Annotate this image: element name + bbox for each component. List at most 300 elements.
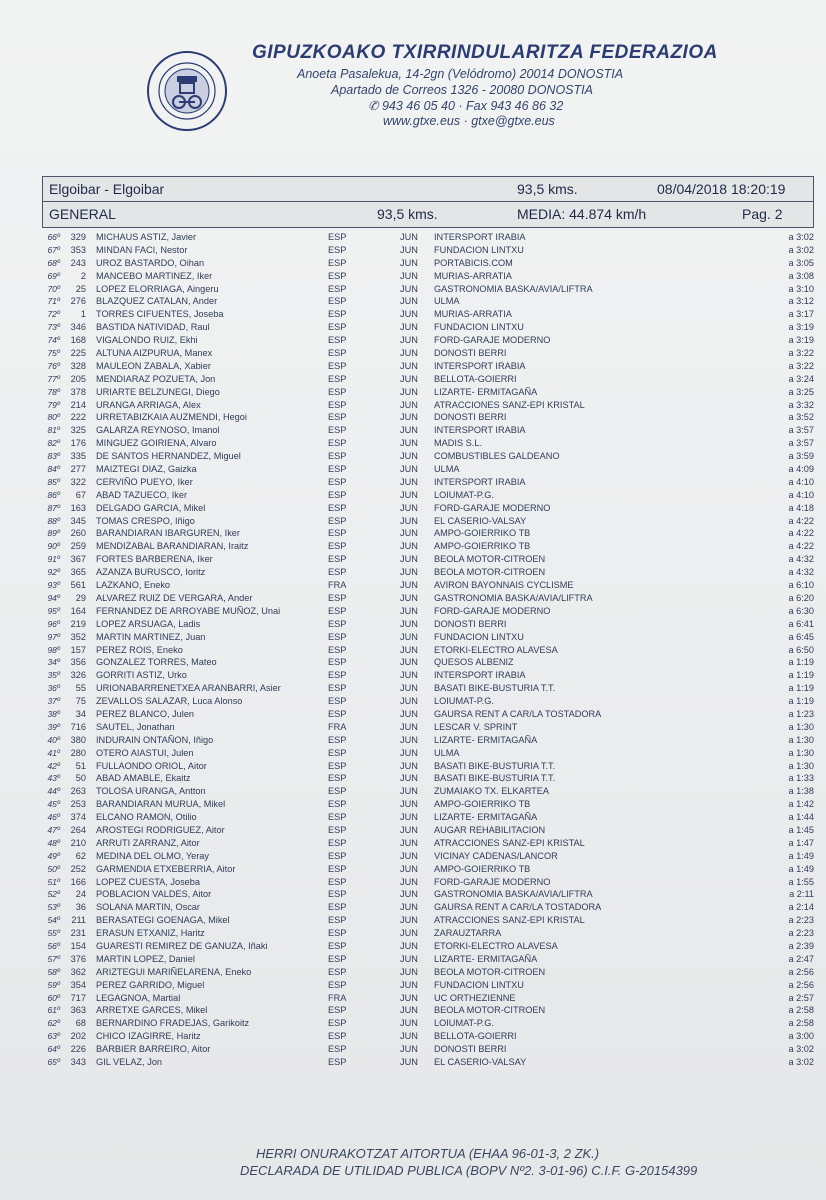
team: FORD-GARAJE MODERNO <box>434 876 551 887</box>
rider-name: UROZ BASTARDO, Oihan <box>96 257 205 268</box>
dorsal: 716 <box>70 721 86 732</box>
table-row <box>0 593 826 606</box>
time-gap: a 6:30 <box>788 605 814 616</box>
team: AMPO-GOIERRIKO TB <box>434 528 531 539</box>
category: JUN <box>400 953 418 964</box>
position: 68º <box>47 257 60 268</box>
team: ULMA <box>434 296 460 307</box>
rider-name: GONZALEZ TORRES, Mateo <box>96 657 217 668</box>
dorsal: 231 <box>70 928 86 939</box>
rider-name: BARBIER BARREIRO, Aitor <box>96 1044 211 1055</box>
dorsal: 253 <box>70 799 86 810</box>
category: JUN <box>400 476 418 487</box>
rider-name: MENDIARAZ POZUETA, Jon <box>96 373 216 384</box>
table-row <box>0 296 826 309</box>
nationality: ESP <box>328 554 347 565</box>
dorsal: 561 <box>70 580 86 591</box>
nationality: ESP <box>328 863 347 874</box>
table-row <box>0 245 826 258</box>
category: JUN <box>400 322 418 333</box>
category: JUN <box>400 232 418 242</box>
dorsal: 243 <box>70 257 86 268</box>
rider-name: POBLACION VALDES, Aitor <box>96 889 212 900</box>
position: 37º <box>47 696 60 707</box>
dorsal: 164 <box>70 605 86 616</box>
nationality: ESP <box>328 322 347 333</box>
team: FORD-GARAJE MODERNO <box>434 502 551 513</box>
rider-name: FERNANDEZ DE ARROYABE MUÑOZ, Unai <box>96 605 281 616</box>
rider-name: OTERO AIASTUI, Julen <box>96 747 194 758</box>
table-row <box>0 670 826 683</box>
position: 97º <box>47 631 60 642</box>
category: JUN <box>400 1018 418 1029</box>
rider-name: VIGALONDO RUIZ, Ekhi <box>96 335 198 346</box>
time-gap: a 1:19 <box>788 657 814 668</box>
position: 89º <box>47 528 60 539</box>
classification-distance: 93,5 kms. <box>377 206 438 222</box>
time-gap: a 1:19 <box>788 683 814 694</box>
nationality: ESP <box>328 979 347 990</box>
dorsal: 322 <box>70 476 86 487</box>
rider-name: ELCANO RAMON, Otilio <box>96 812 197 823</box>
time-gap: a 2:56 <box>788 979 814 990</box>
category: JUN <box>400 1031 418 1042</box>
nationality: ESP <box>328 309 347 320</box>
rider-name: LOPEZ ELORRIAGA, Aingeru <box>96 283 219 294</box>
category: JUN <box>400 721 418 732</box>
team: EL CASERIO-VALSAY <box>434 1057 527 1067</box>
position: 95º <box>47 605 60 616</box>
position: 46º <box>47 812 60 823</box>
team: BEOLA MOTOR-CITROEN <box>434 554 546 565</box>
category: JUN <box>400 708 418 719</box>
dorsal: 163 <box>70 502 86 513</box>
table-row <box>0 554 826 567</box>
table-row <box>0 683 826 696</box>
nationality: ESP <box>328 451 347 462</box>
position: 80º <box>47 412 60 423</box>
table-row <box>0 412 826 425</box>
rider-name: GIL VELAZ, Jon <box>96 1057 163 1067</box>
table-row <box>0 761 826 774</box>
nationality: ESP <box>328 876 347 887</box>
category: JUN <box>400 876 418 887</box>
table-row <box>0 464 826 477</box>
team: AVIRON BAYONNAIS CYCLISME <box>434 580 574 591</box>
position: 91º <box>47 554 60 565</box>
table-row <box>0 438 826 451</box>
rider-name: CHICO IZAGIRRE, Haritz <box>96 1031 201 1042</box>
team: LOIUMAT-P.G. <box>434 1018 494 1029</box>
category: JUN <box>400 335 418 346</box>
team: ULMA <box>434 464 460 475</box>
rider-name: URIONABARRENETXEA ARANBARRI, Asier <box>96 683 281 694</box>
rider-name: BLAZQUEZ CATALAN, Ander <box>96 296 218 307</box>
time-gap: a 1:47 <box>788 837 814 848</box>
position: 56º <box>47 940 60 951</box>
table-row <box>0 773 826 786</box>
dorsal: 176 <box>70 438 86 449</box>
nationality: ESP <box>328 605 347 616</box>
nationality: ESP <box>328 425 347 436</box>
table-row <box>0 361 826 374</box>
nationality: ESP <box>328 915 347 926</box>
dorsal: 374 <box>70 812 86 823</box>
position: 72º <box>47 309 60 320</box>
category: JUN <box>400 683 418 694</box>
time-gap: a 4:32 <box>788 554 814 565</box>
time-gap: a 1:44 <box>788 812 814 823</box>
team: INTERSPORT IRABIA <box>434 476 526 487</box>
time-gap: a 1:30 <box>788 747 814 758</box>
nationality: ESP <box>328 786 347 797</box>
time-gap: a 3:10 <box>788 283 814 294</box>
nationality: ESP <box>328 592 347 603</box>
time-gap: a 2:11 <box>789 889 814 900</box>
table-row <box>0 838 826 851</box>
dorsal: 329 <box>70 232 86 242</box>
dorsal: 51 <box>75 760 86 771</box>
time-gap: a 4:22 <box>788 541 814 552</box>
category: JUN <box>400 257 418 268</box>
time-gap: a 3:00 <box>788 1031 814 1042</box>
position: 43º <box>47 773 60 784</box>
table-row <box>0 889 826 902</box>
category: JUN <box>400 360 418 371</box>
nationality: ESP <box>328 476 347 487</box>
position: 34º <box>47 657 60 668</box>
nationality: ESP <box>328 283 347 294</box>
team: BASATI BIKE-BUSTURIA T.T. <box>434 683 556 694</box>
time-gap: a 4:10 <box>788 489 814 500</box>
nationality: ESP <box>328 1031 347 1042</box>
time-gap: a 1:49 <box>788 863 814 874</box>
category: JUN <box>400 696 418 707</box>
team: MURIAS-ARRATIA <box>434 270 512 281</box>
nationality: ESP <box>328 928 347 939</box>
nationality: ESP <box>328 257 347 268</box>
team: ATRACCIONES SANZ-EPI KRISTAL <box>434 837 585 848</box>
rider-name: BARANDIARAN IBARGUREN, Iker <box>96 528 240 539</box>
federation-logo <box>146 50 228 132</box>
dorsal: 367 <box>70 554 86 565</box>
nationality: ESP <box>328 1018 347 1029</box>
dorsal: 362 <box>70 966 86 977</box>
rider-name: AROSTEGI RODRIGUEZ, Aitor <box>96 824 225 835</box>
table-row <box>0 993 826 1006</box>
rider-name: ARRETXE GARCES, Mikel <box>96 1005 208 1016</box>
team: LIZARTE- ERMITAGAÑA <box>434 386 538 397</box>
table-row <box>0 864 826 877</box>
team: DONOSTI BERRI <box>434 618 507 629</box>
category: JUN <box>400 1057 418 1067</box>
time-gap: a 1:42 <box>788 799 814 810</box>
time-gap: a 1:19 <box>788 696 814 707</box>
table-row <box>0 490 826 503</box>
time-gap: a 3:02 <box>788 232 814 242</box>
nationality: ESP <box>328 683 347 694</box>
rider-name: GARMENDIA ETXEBERRIA, Aitor <box>96 863 236 874</box>
time-gap: a 2:47 <box>788 953 814 964</box>
position: 81º <box>47 425 60 436</box>
nationality: ESP <box>328 528 347 539</box>
position: 82º <box>47 438 60 449</box>
rider-name: FULLAONDO ORIOL, Aitor <box>96 760 207 771</box>
category: JUN <box>400 837 418 848</box>
rider-name: GORRITI ASTIZ, Urko <box>96 670 187 681</box>
time-gap: a 1:30 <box>788 721 814 732</box>
category: JUN <box>400 489 418 500</box>
dorsal: 36 <box>75 902 86 913</box>
rider-name: ERASUN ETXANIZ, Haritz <box>96 928 205 939</box>
table-row <box>0 1018 826 1031</box>
position: 92º <box>47 567 60 578</box>
table-row <box>0 232 826 245</box>
category: JUN <box>400 657 418 668</box>
table-row <box>0 696 826 709</box>
dorsal: 226 <box>70 1044 86 1055</box>
rider-name: GALARZA REYNOSO, Imanol <box>96 425 220 436</box>
rider-name: MENDIZABAL BARANDIARAN, Iraitz <box>96 541 249 552</box>
team: PORTABICIS.COM <box>434 257 513 268</box>
dorsal: 202 <box>70 1031 86 1042</box>
category: JUN <box>400 902 418 913</box>
nationality: ESP <box>328 837 347 848</box>
dorsal: 62 <box>75 850 86 861</box>
dorsal: 260 <box>70 528 86 539</box>
position: 83º <box>47 451 60 462</box>
position: 38º <box>47 708 60 719</box>
phone-fax-line: ✆ 943 46 05 40 · Fax 943 46 86 32 <box>368 99 564 113</box>
position: 45º <box>47 799 60 810</box>
rider-name: MARTIN MARTINEZ, Juan <box>96 631 206 642</box>
nationality: ESP <box>328 708 347 719</box>
time-gap: a 3:19 <box>788 322 814 333</box>
category: JUN <box>400 631 418 642</box>
nationality: ESP <box>328 502 347 513</box>
rider-name: URIARTE BELZUNEGI, Diego <box>96 386 220 397</box>
nationality: ESP <box>328 889 347 900</box>
category: JUN <box>400 760 418 771</box>
rider-name: SAUTEL, Jonathan <box>96 721 175 732</box>
nationality: ESP <box>328 850 347 861</box>
results-header-box <box>42 176 814 228</box>
position: 41º <box>47 747 60 758</box>
time-gap: a 3:17 <box>788 309 814 320</box>
dorsal: 363 <box>70 1005 86 1016</box>
time-gap: a 1:38 <box>788 786 814 797</box>
category: JUN <box>400 928 418 939</box>
category: JUN <box>400 567 418 578</box>
address-line-2: Apartado de Correos 1326 - 20080 DONOSTIA <box>331 83 593 97</box>
team: FUNDACION LINTXU <box>434 631 524 642</box>
nationality: ESP <box>328 734 347 745</box>
dorsal: 376 <box>70 953 86 964</box>
position: 55º <box>47 928 60 939</box>
nationality: ESP <box>328 902 347 913</box>
position: 79º <box>47 399 60 410</box>
team: MURIAS-ARRATIA <box>434 309 512 320</box>
nationality: ESP <box>328 953 347 964</box>
rider-name: LEGAGNOA, Martial <box>96 992 181 1003</box>
team: EL CASERIO-VALSAY <box>434 515 527 526</box>
time-gap: a 3:52 <box>788 412 814 423</box>
position: 93º <box>47 580 60 591</box>
team: LIZARTE- ERMITAGAÑA <box>434 953 538 964</box>
table-row <box>0 503 826 516</box>
team: ETORKI-ELECTRO ALAVESA <box>434 940 558 951</box>
table-row <box>0 915 826 928</box>
dorsal: 717 <box>70 992 86 1003</box>
position: 44º <box>47 786 60 797</box>
category: JUN <box>400 541 418 552</box>
position: 88º <box>47 515 60 526</box>
rider-name: ALVAREZ RUIZ DE VERGARA, Ander <box>96 592 253 603</box>
team: AMPO-GOIERRIKO TB <box>434 541 531 552</box>
rider-name: MARTIN LOPEZ, Daniel <box>96 953 195 964</box>
category: JUN <box>400 915 418 926</box>
position: 71º <box>47 296 60 307</box>
rider-name: URRETABIZKAIA AUZMENDI, Hegoi <box>96 412 247 423</box>
team: ETORKI-ELECTRO ALAVESA <box>434 644 558 655</box>
position: 35º <box>47 670 60 681</box>
table-row <box>0 786 826 799</box>
nationality: ESP <box>328 567 347 578</box>
category: JUN <box>400 554 418 565</box>
category: JUN <box>400 244 418 255</box>
results-table <box>0 232 826 1070</box>
table-row <box>0 309 826 322</box>
team: FUNDACION LINTXU <box>434 979 524 990</box>
nationality: ESP <box>328 760 347 771</box>
nationality: ESP <box>328 335 347 346</box>
table-row <box>0 1031 826 1044</box>
category: JUN <box>400 309 418 320</box>
table-row <box>0 322 826 335</box>
time-gap: a 2:58 <box>788 1005 814 1016</box>
nationality: ESP <box>328 799 347 810</box>
team: GASTRONOMIA BASKA/AVIA/LIFTRA <box>434 283 593 294</box>
time-gap: a 3:25 <box>788 386 814 397</box>
time-gap: a 3:57 <box>788 425 814 436</box>
position: 51º <box>47 876 60 887</box>
position: 73º <box>47 322 60 333</box>
time-gap: a 6:10 <box>788 580 814 591</box>
position: 94º <box>47 592 60 603</box>
time-gap: a 2:57 <box>788 992 814 1003</box>
position: 66º <box>47 232 60 242</box>
nationality: ESP <box>328 296 347 307</box>
category: JUN <box>400 605 418 616</box>
position: 98º <box>47 644 60 655</box>
time-gap: a 1:30 <box>788 734 814 745</box>
time-gap: a 2:14 <box>788 902 814 913</box>
team: COMBUSTIBLES GALDEANO <box>434 451 560 462</box>
federation-title: GIPUZKOAKO TXIRRINDULARITZA FEDERAZIOA <box>252 42 718 63</box>
team: BASATI BIKE-BUSTURIA T.T. <box>434 760 556 771</box>
category: JUN <box>400 824 418 835</box>
position: 36º <box>47 683 60 694</box>
nationality: ESP <box>328 232 347 242</box>
nationality: FRA <box>328 992 347 1003</box>
dorsal: 277 <box>70 464 86 475</box>
rider-name: BARANDIARAN MURUA, Mikel <box>96 799 226 810</box>
table-row <box>0 606 826 619</box>
nationality: ESP <box>328 670 347 681</box>
nationality: FRA <box>328 580 347 591</box>
team: GASTRONOMIA BASKA/AVIA/LIFTRA <box>434 592 593 603</box>
dorsal: 280 <box>70 747 86 758</box>
team: ATRACCIONES SANZ-EPI KRISTAL <box>434 915 585 926</box>
position: 87º <box>47 502 60 513</box>
time-gap: a 6:41 <box>788 618 814 629</box>
table-row <box>0 271 826 284</box>
time-gap: a 1:23 <box>788 708 814 719</box>
category: JUN <box>400 889 418 900</box>
table-row <box>0 980 826 993</box>
team: AMPO-GOIERRIKO TB <box>434 863 531 874</box>
dorsal: 346 <box>70 322 86 333</box>
dorsal: 205 <box>70 373 86 384</box>
table-row <box>0 657 826 670</box>
category: JUN <box>400 979 418 990</box>
category: JUN <box>400 270 418 281</box>
nationality: ESP <box>328 386 347 397</box>
table-row <box>0 748 826 761</box>
nationality: ESP <box>328 412 347 423</box>
table-row <box>0 902 826 915</box>
time-gap: a 2:23 <box>788 915 814 926</box>
category: JUN <box>400 502 418 513</box>
team: BEOLA MOTOR-CITROEN <box>434 1005 546 1016</box>
position: 61º <box>47 1005 60 1016</box>
table-row <box>0 348 826 361</box>
table-row <box>0 619 826 632</box>
position: 63º <box>47 1031 60 1042</box>
rider-name: SOLANA MARTIN, Oscar <box>96 902 200 913</box>
table-row <box>0 400 826 413</box>
team: VICINAY CADENAS/LANCOR <box>434 850 558 861</box>
rider-name: ARIZTEGUI MARIÑELARENA, Eneko <box>96 966 252 977</box>
team: INTERSPORT IRABIA <box>434 670 526 681</box>
team: FORD-GARAJE MODERNO <box>434 605 551 616</box>
time-gap: a 4:32 <box>788 567 814 578</box>
team: LIZARTE- ERMITAGAÑA <box>434 734 538 745</box>
team: AUGAR REHABILITACION <box>434 824 546 835</box>
rider-name: GUARESTI REMIREZ DE GANUZA, Iñaki <box>96 940 268 951</box>
table-row <box>0 258 826 271</box>
table-row <box>0 528 826 541</box>
team: FUNDACION LINTXU <box>434 322 524 333</box>
category: JUN <box>400 644 418 655</box>
table-row <box>0 580 826 593</box>
dorsal: 55 <box>75 683 86 694</box>
dorsal: 34 <box>75 708 86 719</box>
time-gap: a 3:05 <box>788 257 814 268</box>
rider-name: MAULEON ZABALA, Xabier <box>96 360 211 371</box>
rider-name: MEDINA DEL OLMO, Yeray <box>96 850 210 861</box>
nationality: ESP <box>328 747 347 758</box>
position: 70º <box>47 283 60 294</box>
team: LOIUMAT-P.G. <box>434 696 494 707</box>
nationality: ESP <box>328 438 347 449</box>
dorsal: 263 <box>70 786 86 797</box>
nationality: ESP <box>328 399 347 410</box>
nationality: ESP <box>328 541 347 552</box>
dorsal: 50 <box>75 773 86 784</box>
dorsal: 276 <box>70 296 86 307</box>
nationality: ESP <box>328 631 347 642</box>
